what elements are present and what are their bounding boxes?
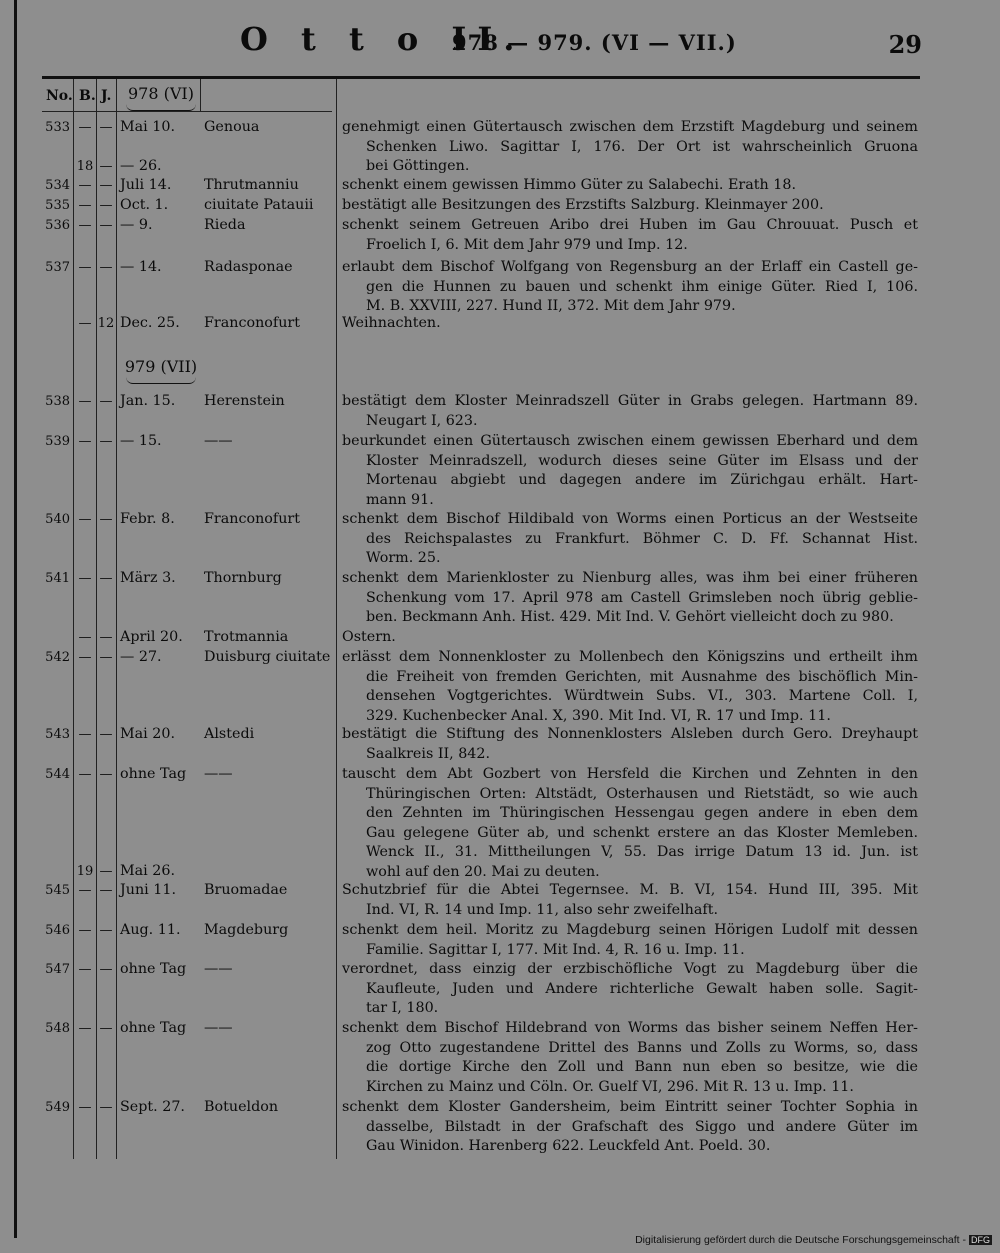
date-cell: Febr. 8. [120,511,175,527]
place-cell: Herenstein [204,393,285,409]
column-divider [73,79,74,1159]
text-line: wohl auf den 20. Mai zu deuten. [366,863,600,880]
date-cell: — 15. [120,433,162,449]
j-number: — [99,120,113,135]
text-line: Ostern. [342,629,396,645]
b-number: 18 [76,159,94,174]
b-number: — [78,316,92,331]
date-cell: — 9. [120,217,153,233]
entry-number: 536 [45,218,70,233]
year-heading-978 [122,84,200,111]
text-line: Schenken Liwo. Sagittar I, 176. Der Ort ist wahrscheinlich Gruona [366,138,918,155]
regest-text [342,216,918,255]
text-line: Schutzbrief für die Abtei Tegernsee. M. B. VI, 154. Hund III, 395. Mit [342,882,918,898]
text-line: bestätigt die Stiftung des Nonnenklosters Alsleben durch Gero. Dreyhaupt [342,726,918,742]
place-cell: Radasponae [204,259,293,275]
text-line: verordnet, dass einzig der erzbischöfliche Vogt zu Magdeburg über die [342,961,918,977]
place-cell: Alstedi [204,726,255,742]
column-divider [336,79,337,1159]
text-line: Kloster Meinradszell, wodurch dieses seine Güter im Elsass und der [366,452,918,469]
text-line: gen die Hunnen zu bauen und schenkt ihm einige Güter. Ried I, 106. [366,278,918,295]
j-number: — [99,198,113,213]
text-line: Gau gelegene Güter ab, und schenkt erstere an das Kloster Memleben. [366,824,918,841]
entry-number: 548 [45,1021,70,1036]
page-number: 29 [888,30,922,59]
regest-text [342,196,918,216]
b-number: — [78,198,92,213]
b-number: — [78,630,92,645]
entry-number: 537 [45,260,70,275]
place-cell: Bruomadae [204,882,288,898]
b-number: — [78,178,92,193]
place-cell: Thornburg [204,570,282,586]
j-number: — [99,962,113,977]
entry-number: 542 [45,650,70,665]
text-line: des Reichspalastes zu Frankfurt. Böhmer C. D. Ff. Schannat Hist. [366,530,918,547]
text-line: zog Otto zugestandene Drittel des Banns und Zolls zu Worms, so, dass [366,1039,918,1056]
regest-text [342,176,918,196]
text-line: erlässt dem Nonnenkloster zu Mollenbech den Königszins und ertheilt ihm [342,649,918,665]
regest-text [342,314,918,334]
text-line: 329. Kuchenbecker Anal. X, 390. Mit Ind. VI, R. 17 und Imp. 11. [366,707,831,724]
regest-text [342,1019,918,1097]
text-line: schenkt dem Bischof Hildebrand von Worms das bisher seinem Neffen Her- [342,1020,918,1036]
entry-number: 533 [45,120,70,135]
text-line: genehmigt einen Gütertausch zwischen dem Erzstift Magdeburg und seinem [342,119,918,135]
place-cell: —— [204,961,233,977]
text-line: Weihnachten. [342,315,441,331]
text-line: dasselbe, Bilstadt in der Grafschaft des Siggo und andere Güter im [366,1118,918,1135]
page-edge-rule [14,0,17,1238]
text-line: Thüringischen Orten: Altstädt, Osterhausen und Rietstädt, so wie auch [366,785,918,802]
text-line: Schenkung vom 17. April 978 am Castell Grimsleben noch übrig geblie- [366,589,918,606]
j-number: — [99,923,113,938]
regest-text [342,648,918,726]
text-line: Ind. VI, R. 14 und Imp. 11, also sehr zweifelhaft. [366,901,718,918]
entry-number: 541 [45,571,70,586]
j-number: — [99,767,113,782]
place-cell: ciuitate Patauii [204,197,314,213]
date-cell: ohne Tag [120,1020,187,1036]
year-heading-text: 979 (VII) [124,357,198,376]
text-line: die Freiheit von fremden Gerichten, mit Ausnahme des bischöflich Min- [366,668,918,685]
entry-number: 549 [45,1100,70,1115]
text-line: M. B. XXVIII, 227. Hund II, 372. Mit dem Jahr 979. [366,298,736,315]
j-number: 12 [97,316,115,331]
b-number: — [78,883,92,898]
date-cell: Jan. 15. [120,393,176,409]
text-line: Neugart I, 623. [366,412,478,429]
header-year-range: 978 — 979. (VI — VII.) [452,30,737,55]
text-line: erlaubt dem Bischof Wolfgang von Regensburg an der Erlaff ein Castell ge- [342,259,918,275]
regest-text [342,569,918,628]
regest-text [342,725,918,764]
year-brace [126,104,196,111]
place-cell: Franconofurt [204,315,300,331]
year-heading-text: 978 (VI) [128,84,194,103]
regest-text [342,392,918,431]
column-header-no: No. [46,88,73,104]
entry-number: 547 [45,962,70,977]
date-cell: Mai 10. [120,119,176,135]
place-cell: —— [204,1020,233,1036]
entry-number: 538 [45,394,70,409]
text-line: bestätigt dem Kloster Meinradszell Güter in Grabs gelegen. Hartmann 89. [342,393,918,409]
text-line: schenkt dem heil. Moritz zu Magdeburg seinen Hörigen Ludolf mit dessen [342,922,918,938]
date-cell: Mai 26. [120,863,176,879]
date-cell: ohne Tag [120,766,187,782]
text-line: Wenck II., 31. Mittheilungen V, 55. Das irrige Datum 13 id. Jun. ist [366,844,918,861]
footer-text: Digitalisierung gefördert durch die Deutsche Forschungsgemeinschaft - [635,1234,966,1246]
b-number: — [78,512,92,527]
year-heading-979 [122,357,200,384]
b-number: — [78,923,92,938]
entry-number: 544 [45,767,70,782]
text-line: tar I, 180. [366,1000,439,1017]
page-header [0,20,1000,64]
entry-number: 540 [45,512,70,527]
text-line: schenkt dem Marienkloster zu Nienburg alles, was ihm bei einer früheren [342,570,918,586]
text-line: tauscht dem Abt Gozbert von Hersfeld die Kirchen und Zehnten in den [342,766,918,782]
entry-number: 534 [45,178,70,193]
b-number: — [78,218,92,233]
date-cell: ohne Tag [120,961,187,977]
year-brace [126,377,196,384]
header-rule [42,76,920,79]
entry-number: 539 [45,434,70,449]
text-line: Kirchen zu Mainz und Cöln. Or. Guelf VI, 296. Mit R. 13 u. Imp. 11. [366,1078,854,1095]
date-cell: Oct. 1. [120,197,169,213]
date-cell: Juli 14. [120,177,172,193]
regest-text [342,1098,918,1157]
date-cell: — 27. [120,649,162,665]
j-number: — [99,571,113,586]
date-cell: Dec. 25. [120,315,180,331]
b-number: — [78,727,92,742]
j-number: — [99,218,113,233]
place-cell: Magdeburg [204,922,289,938]
entry-number: 543 [45,727,70,742]
j-number: — [99,394,113,409]
b-number: — [78,1021,92,1036]
text-line: den Zehnten im Thüringischen Hessengau gegen andere in eben dem [366,805,918,822]
j-number: — [99,178,113,193]
text-line: densehen Vogtgerichtes. Würdtwein Subs. VI., 303. Martene Coll. I, [366,688,918,705]
text-line: die dortige Kirche den Zoll und Bann nun eben so besitze, wie die [366,1059,918,1076]
text-line: Mortenau abgiebt und dagegen andere im Zürichgau erhält. Hart- [366,472,918,489]
column-divider [200,79,201,111]
regest-text [342,432,918,510]
place-cell: —— [204,766,233,782]
text-line: bestätigt alle Besitzungen des Erzstifts Salzburg. Kleinmayer 200. [342,197,824,213]
entry-number: 535 [45,198,70,213]
regest-text [342,510,918,569]
entry-number: 546 [45,923,70,938]
regest-text [342,921,918,960]
date-cell: Aug. 11. [120,922,181,938]
text-line: mann 91. [366,491,434,508]
column-header-rule [42,111,332,112]
date-cell: — 26. [120,158,162,174]
column-header-b: B. [79,88,96,104]
text-line: ben. Beckmann Anh. Hist. 429. Mit Ind. V. Gehört vielleicht doch zu 980. [366,609,894,626]
place-cell: —— [204,433,233,449]
date-cell: März 3. [120,570,176,586]
regest-text [342,628,918,648]
text-line: schenkt einem gewissen Himmo Güter zu Salabechi. Erath 18. [342,177,797,193]
column-header-j: J. [101,88,112,104]
dfg-logo: DFG [971,1235,990,1245]
j-number: — [99,159,113,174]
b-number: — [78,394,92,409]
text-line: Saalkreis II, 842. [366,745,491,762]
j-number: — [99,434,113,449]
j-number: — [99,864,113,879]
b-number: — [78,260,92,275]
j-number: — [99,512,113,527]
j-number: — [99,1100,113,1115]
column-divider [96,79,97,1159]
j-number: — [99,883,113,898]
b-number: — [78,571,92,586]
date-cell: — 14. [120,259,162,275]
b-number: — [78,1100,92,1115]
column-divider [116,79,117,1159]
date-cell: April 20. [120,629,183,645]
regest-text [342,881,918,920]
regest-text [342,765,918,883]
text-line: schenkt dem Bischof Hildibald von Worms einen Porticus an der Westseite [342,511,918,527]
b-number: — [78,962,92,977]
regest-text [342,258,918,317]
j-number: — [99,1021,113,1036]
place-cell: Rieda [204,217,246,233]
text-line: beurkundet einen Gütertausch zwischen einem gewissen Eberhard und dem [342,433,918,449]
footer-credit [635,1234,992,1246]
text-line: schenkt seinem Getreuen Aribo drei Huben im Gau Chrouuat. Pusch et [342,217,918,233]
text-line: schenkt dem Kloster Gandersheim, beim Eintritt seiner Tochter Sophia in [342,1099,918,1115]
text-line: Froelich I, 6. Mit dem Jahr 979 und Imp. 12. [366,236,688,253]
header-title: O t t o II. [240,20,526,58]
regest-text [342,118,918,177]
text-line: Worm. 25. [366,550,441,567]
j-number: — [99,630,113,645]
place-cell: Trotmannia [204,629,289,645]
text-line: Gau Winidon. Harenberg 622. Leuckfeld Ant. Poeld. 30. [366,1138,771,1155]
date-cell: Juni 11. [120,882,177,898]
j-number: — [99,650,113,665]
place-cell: Duisburg ciuitate [204,649,331,665]
j-number: — [99,260,113,275]
b-number: — [78,650,92,665]
entry-number: 545 [45,883,70,898]
date-cell: Mai 20. [120,726,176,742]
j-number: — [99,727,113,742]
b-number: — [78,434,92,449]
date-cell: Sept. 27. [120,1099,185,1115]
regest-text [342,960,918,1019]
place-cell: Franconofurt [204,511,300,527]
place-cell: Botueldon [204,1099,279,1115]
b-number: 19 [76,864,94,879]
place-cell: Genoua [204,119,260,135]
b-number: — [78,767,92,782]
b-number: — [78,120,92,135]
place-cell: Thrutmanniu [204,177,299,193]
text-line: Kaufleute, Juden und Andere richterliche Gewalt haben solle. Sagit- [366,980,918,997]
text-line: Familie. Sagittar I, 177. Mit Ind. 4, R. 16 u. Imp. 11. [366,941,745,958]
text-line: bei Göttingen. [366,158,470,175]
